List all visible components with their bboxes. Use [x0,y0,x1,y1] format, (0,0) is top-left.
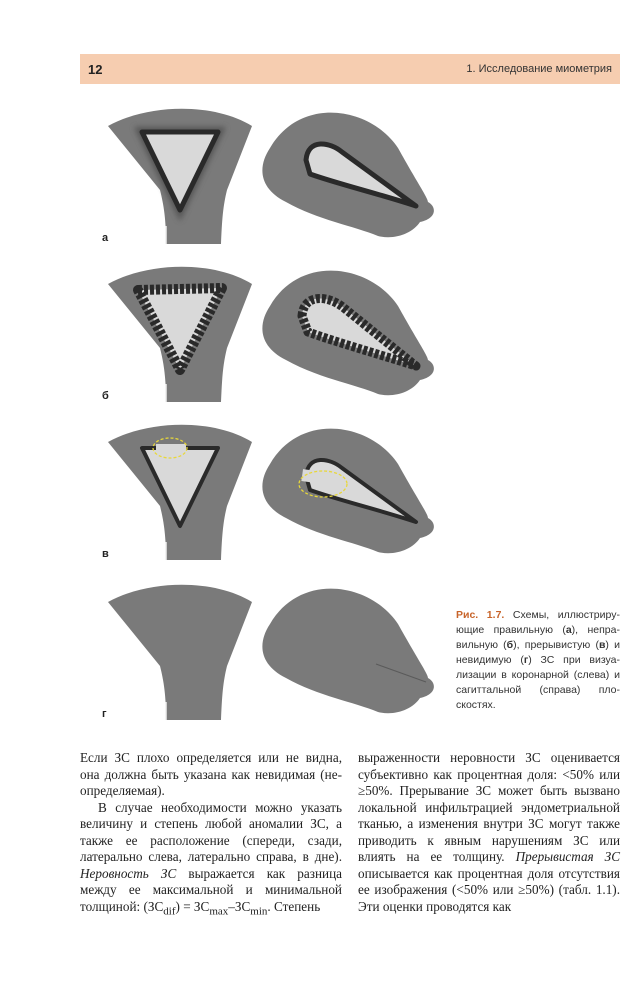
panel-b [102,267,434,402]
caption-text: ) и невидимую ( [456,639,620,666]
subscript: dif [163,905,176,918]
text-run: выражается как разница между ее максимальной и минимальной толщиной: (ЗС [80,865,342,914]
caption-text: ), неправильную ( [456,624,620,651]
term-emphasis: Неровность ЗС [80,865,177,881]
text-run: В случае необходимости можно указать величину и степень любой аномалии ЗС, а также ее расположение (спереди, сзади, латерально слева, латерально справа, в дне). [80,799,342,864]
text-run: . Степень [267,898,321,914]
figure-caption [456,608,620,713]
sagittal-regular [262,113,433,238]
sagittal-interrupted [262,429,433,554]
subscript: min [250,905,268,918]
coronal-irregular [108,267,252,402]
caption-text: ), прерывистую ( [513,639,599,651]
text-run: выраженности неровности ЗС оценивается субъективно как процентная доля: <50% или ≥50%. Прерывание ЗС может быть вызвано локальной инфильтрацией эндометриальной тканью, а изменения внутри ЗС могут также приводить к явным нарушениям ЗС или влиять на ее толщину. [358,750,620,864]
panel-d [102,585,434,720]
chapter-title: 1. Исследование миометрия [466,63,612,75]
text-run: –ЗС [228,898,251,914]
subscript: max [209,905,229,918]
panel-label-d: г [102,708,107,720]
caption-ref-a: а [565,624,572,636]
body-column-right [358,750,620,915]
caption-ref-c: в [598,639,606,651]
body-column-left [80,750,342,920]
text-run: описывается как процентная доля отсутствия ее изображения (<50% или ≥50%) (табл. 1.1). Эти оценки проводятся как [358,865,620,914]
caption-text: ) ЗС при визуализации в коронарной (слева) и сагиттальной (справа) плоскостях. [456,654,620,711]
caption-ref-d: г [523,654,529,666]
page-header [80,54,620,84]
text-run: ) = ЗС [175,898,210,914]
panel-a [102,109,434,244]
panel-label-a: а [102,232,109,244]
panel-label-b: б [102,390,109,402]
panel-label-c: в [102,548,109,560]
page-number: 12 [88,61,103,77]
paragraph [358,750,620,915]
caption-ref-b: б [506,639,514,651]
caption-text: Схемы, иллюстрирующие правильную ( [456,609,620,636]
figure-uterus-schemes [80,98,520,720]
panel-c [102,425,434,560]
coronal-interrupted [108,425,252,560]
term-emphasis: Прерывистая ЗС [515,849,620,864]
sagittal-irregular [262,271,433,396]
sagittal-invisible [262,589,433,714]
paragraph: Если ЗС плохо определяется или не видна, она должна быть указана как невидимая (неопределяемая). [80,750,342,798]
coronal-regular [108,109,252,244]
paragraph [80,800,342,920]
coronal-invisible [108,585,252,720]
caption-title: Рис. 1.7. [456,609,505,621]
